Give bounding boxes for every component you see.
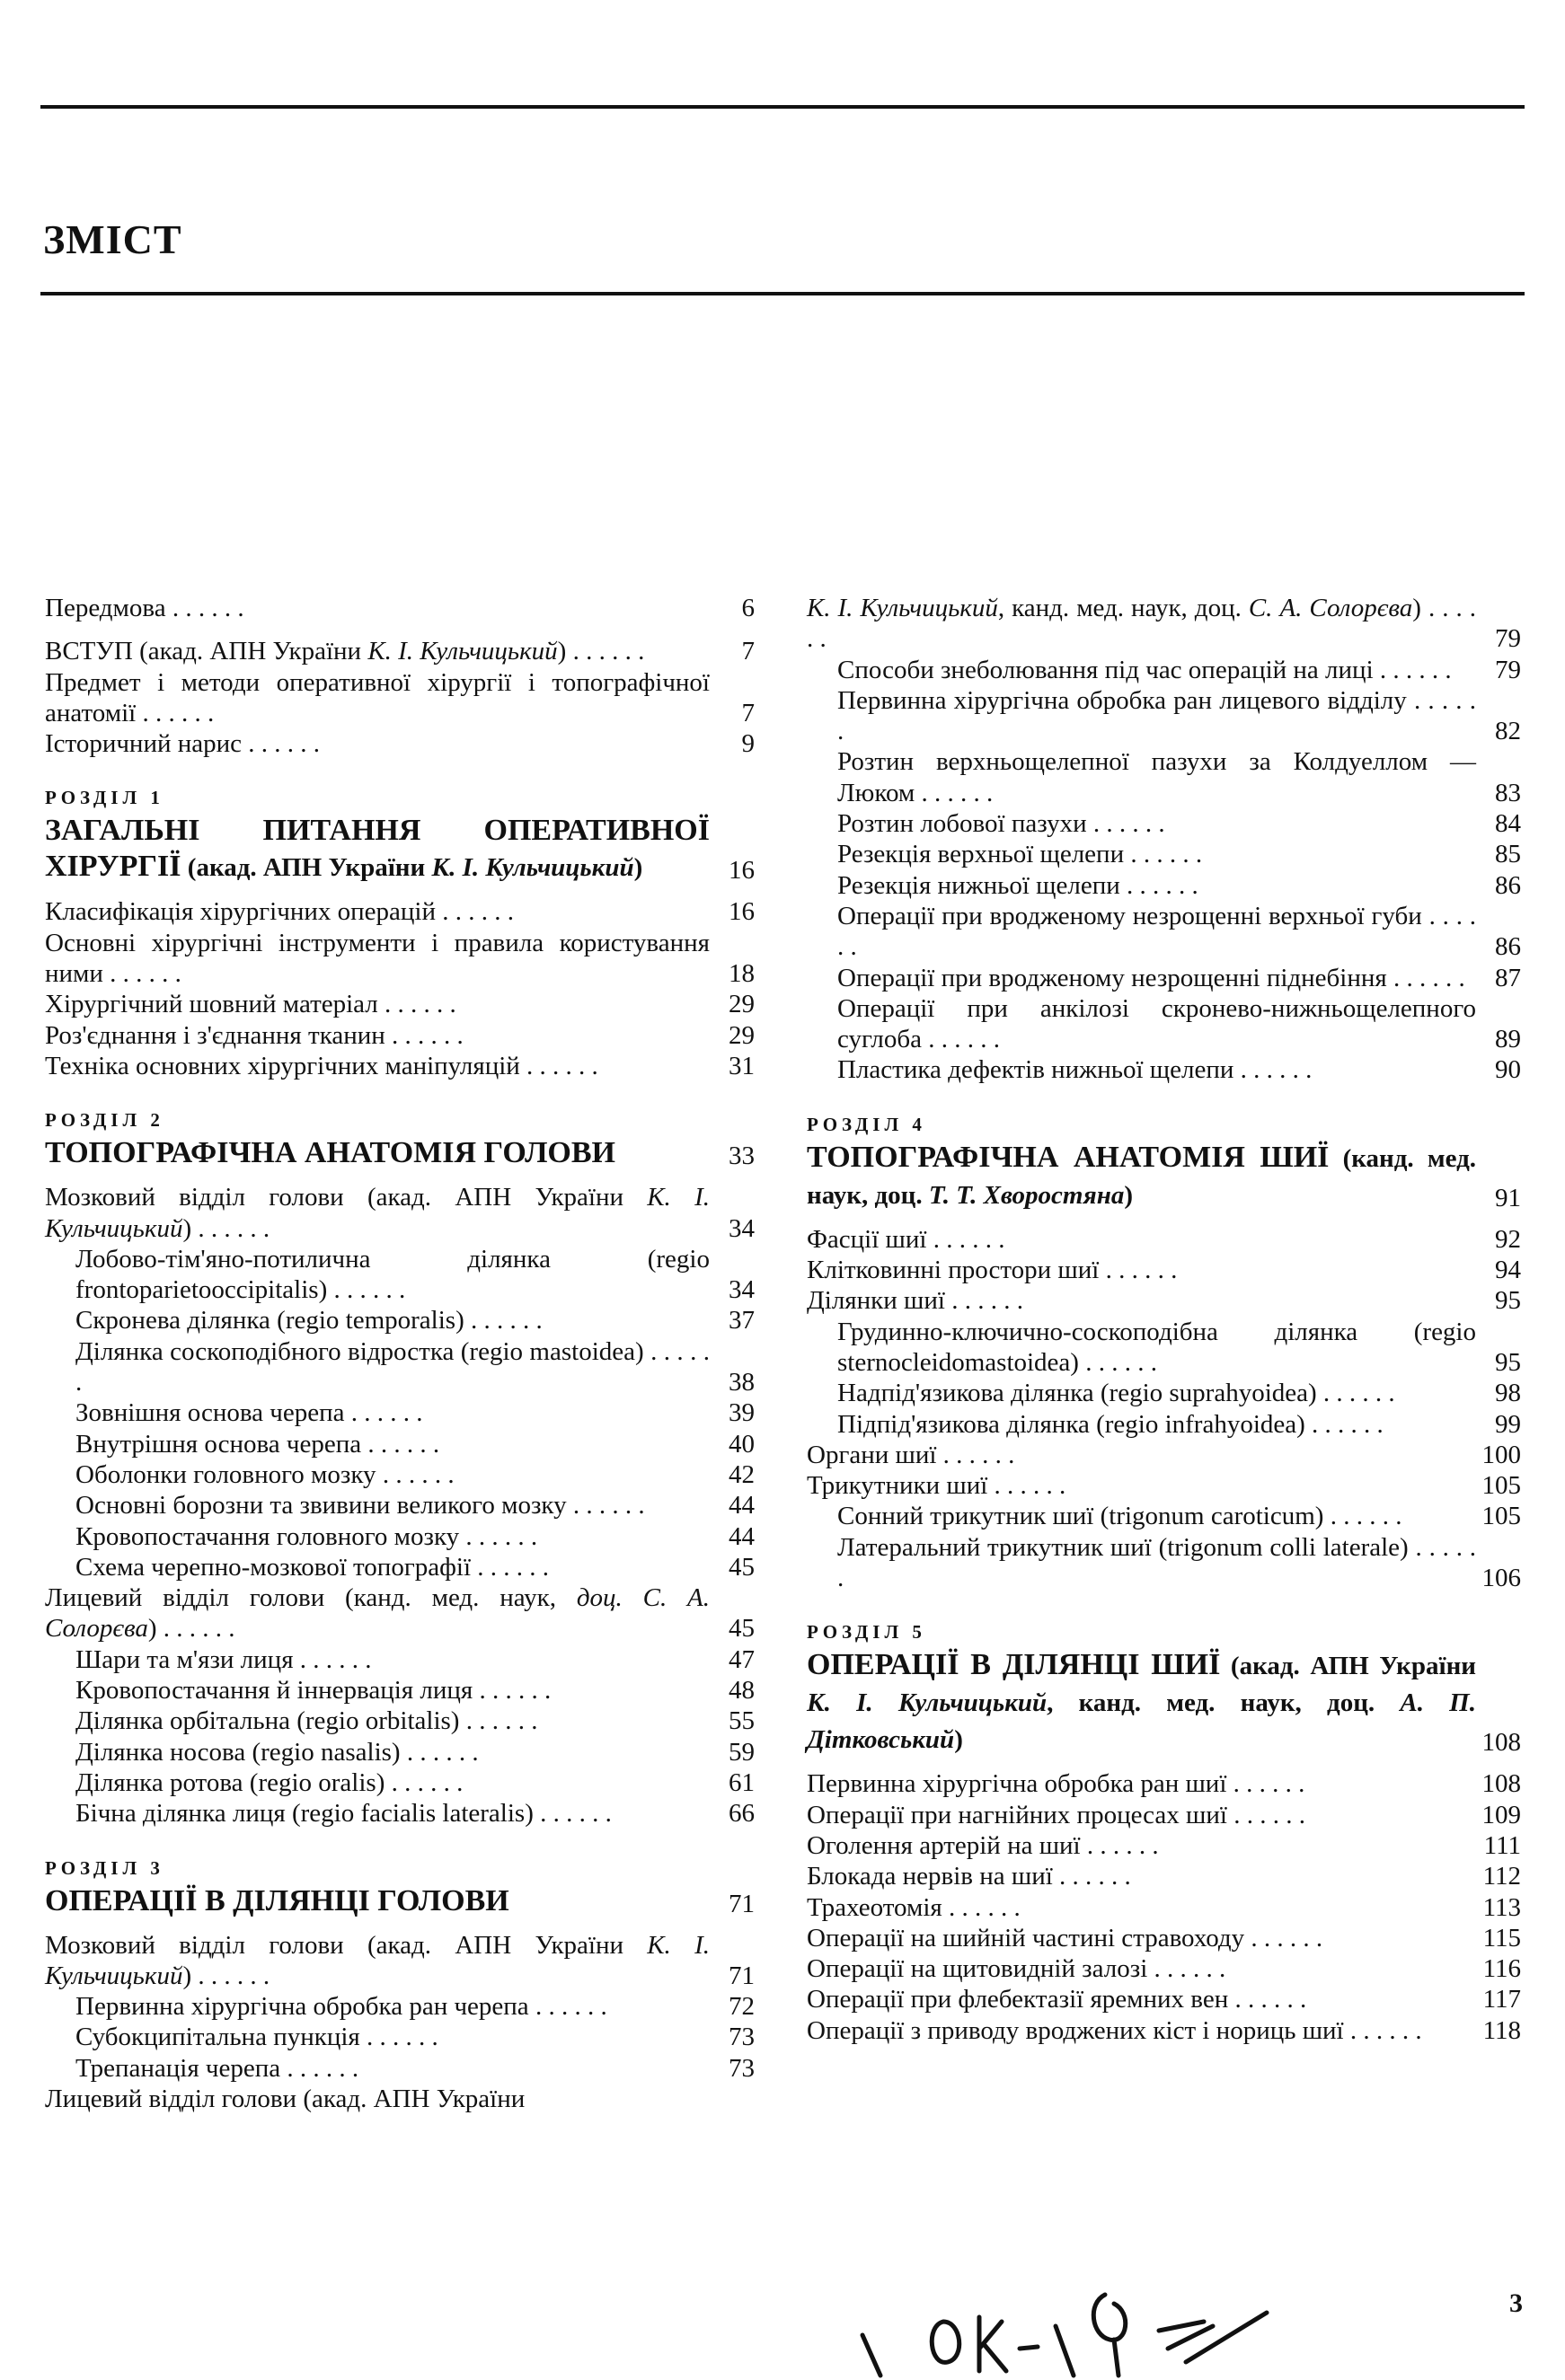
toc-entry-author-suffix: ) [1412,594,1421,622]
toc-entry-page: 45 [729,1614,755,1644]
toc-entry-title: Мозковий відділ голови (акад. АПН України К. І. Кульчицький) . . . . . . [45,1183,710,1243]
toc-entry-title: Лицевий відділ голови (канд. мед. наук, доц. С. А. Солорєва) . . . . . . [45,1583,710,1644]
toc-entry-page: 39 [729,1398,755,1428]
top-rule [40,105,1525,109]
toc-entry [807,1409,1521,1440]
toc-entry [807,1224,1521,1255]
toc-entry [807,1255,1521,1285]
toc-entry-page: 44 [729,1521,755,1551]
toc-entry-page: 106 [1481,1564,1521,1593]
section-label: РОЗДІЛ 1 [45,787,164,809]
toc-entry-text: Пластика дефектів нижньої щелепи [837,1055,1234,1085]
toc-entry-title: Техніка основних хірургічних маніпуляцій . . . . . . [45,1051,598,1080]
toc-entry-title: Трикутники шиї . . . . . . [807,1471,1066,1501]
toc-entry-title: Схема черепно-мозкової топографії . . . . . . [75,1552,549,1582]
toc-entry-title: Надпід'язикова ділянка (regio suprahyoidea) . . . . . . [837,1379,1395,1408]
toc-entry-title: Субокципітальна пункція . . . . . . [75,2023,438,2052]
toc-entry-text: Первинна хірургічна обробка ран черепа [75,1992,529,2022]
toc-entry-text: Лицевий відділ голови (акад. АПН України [45,2084,526,2113]
toc-entry-title: Хірургічний шовний матеріал . . . . . . [45,990,456,1019]
section-title-text: ТОПОГРАФІЧНА АНАТОМІЯ ГОЛОВИ [45,1136,615,1170]
toc-entry-title: Розтин лобової пазухи . . . . . . [837,809,1165,839]
toc-entry-text: Органи шиї [807,1440,937,1469]
toc-entry [807,1830,1521,1861]
toc-entry [45,1051,755,1081]
toc-entry-title: Латеральний трикутник шиї (trigonum colli laterale) . . . . . . [837,1532,1477,1593]
toc-entry-text: Кровопостачання головного мозку [75,1521,460,1551]
toc-entry-title: Грудинно-ключично-соскоподібна ділянка (regio sternocleidomastoidea) . . . . . . [837,1317,1476,1377]
toc-entry-page: 117 [1482,1985,1521,2014]
toc-entry-text: Операції на шийній частині стравоходу [807,1923,1245,1952]
toc-entry-title: Скронева ділянка (regio temporalis) . . . . . . [75,1306,543,1335]
section-heading [45,813,755,886]
toc-entry-page: 87 [1495,963,1521,992]
toc-entry-text: Трикутники шиї [807,1471,988,1501]
toc-entry-page: 42 [729,1459,755,1489]
toc-entry-page: 16 [729,897,755,927]
section-author-prefix: (акад. АПН України [181,853,432,883]
section-author-prefix: (канд. мед. наук, доц. [807,1143,1476,1210]
toc-entry-page: 89 [1495,1025,1521,1054]
toc-entry-text: Лицевий відділ голови (канд. мед. наук, [45,1583,577,1613]
section-title-text: ЗАГАЛЬНІ ПИТАННЯ ОПЕРАТИВНОЇ ХІРУРГІЇ [45,814,710,884]
toc-entry-page: 85 [1495,840,1521,869]
toc-entry [807,1923,1521,1953]
toc-entry-text: Історичний нарис [45,729,243,759]
section-title-text: ТОПОГРАФІЧНА АНАТОМІЯ ШИЇ [807,1140,1330,1174]
toc-entry-text: Надпід'язикова ділянка (regio suprahyoidea) [837,1379,1317,1408]
toc-entry [807,901,1521,963]
toc-entry-page: 118 [1482,2015,1521,2045]
toc-entry-author-suffix: ) [557,637,567,666]
section-page: 108 [1481,1728,1521,1758]
toc-entry-text: Первинна хірургічна обробка ран лицевого відділу [837,685,1407,715]
toc-entry-page: 98 [1495,1379,1521,1408]
toc-entry [45,1521,755,1552]
toc-entry-title: Трахеотомія . . . . . . [807,1892,1021,1922]
section-heading [45,1883,755,1919]
toc-entry [807,1470,1521,1501]
toc-entry-title: Предмет і методи оперативної хірургії і топографічної анатомії . . . . . . [45,667,710,727]
toc-entry-text: Шари та м'язи лиця [75,1644,294,1674]
toc-entry-text: Ділянка носова (regio nasalis) [75,1737,401,1767]
toc-entry-title: Первинна хірургічна обробка ран лицевого відділу . . . . . . [837,685,1477,746]
toc-entry [807,1378,1521,1408]
section-page: 91 [1495,1183,1521,1212]
toc-entry-title: Ділянка носова (regio nasalis) . . . . . . [75,1737,479,1767]
section-author-suffix: ) [954,1725,963,1755]
toc-entry [45,1305,755,1335]
toc-entry-title: Ділянка ротова (regio oralis) . . . . . . [75,1767,464,1797]
section-title [45,1883,710,1919]
toc-entry-page: 90 [1495,1055,1521,1085]
toc-entry-text: Передмова [45,594,166,622]
toc-entry-author: доц. С. А. Солорєва [45,1583,710,1644]
toc-entry [45,1552,755,1582]
toc-entry [807,1501,1521,1531]
toc-entry-page: 31 [729,1051,755,1080]
toc-entry-page: 112 [1482,1862,1521,1891]
section-label: РОЗДІЛ 5 [807,1621,926,1644]
toc-entry-text: Клітковинні простори шиї [807,1256,1100,1285]
toc-entry-text: Ділянки шиї [807,1286,945,1316]
toc-entry-page: 29 [729,1020,755,1050]
toc-entry-page: 94 [1495,1256,1521,1285]
section-page: 71 [729,1889,755,1918]
toc-entry-page: 95 [1495,1347,1521,1377]
toc-entry [45,1930,755,1992]
toc-entry-text: Субокципітальна пункція [75,2023,360,2052]
toc-entry-text: Роз'єднання і з'єднання тканин [45,1020,385,1050]
section-author: К. І. Кульчицький [807,1688,1048,1718]
toc-entry-title: Резекція нижньої щелепи . . . . . . [837,870,1198,900]
section-label: РОЗДІЛ 4 [807,1113,926,1135]
toc-entry-text: Ділянка орбітальна (regio orbitalis) [75,1706,460,1736]
toc-entry-title: Розтин верхньощелепної пазухи за Колдуеллом — Люком . . . . . . [837,747,1476,807]
toc-entry-text: Розтин лобової пазухи [837,809,1087,839]
toc-entry-title: Пластика дефектів нижньої щелепи . . . . . . [837,1055,1313,1085]
toc-entry-text: Розтин верхньощелепної пазухи за Колдуеллом — Люком [837,747,1476,807]
section-author-mid: , канд. мед. наук, доц. [1047,1688,1401,1718]
toc-entry [45,1397,755,1428]
toc-entry [807,963,1521,993]
toc-entry-author: К. І. Кульчицький [807,594,998,622]
toc-entry-title: Ділянки шиї . . . . . . [807,1286,1023,1316]
toc-entry-page: 61 [729,1767,755,1797]
toc-entry-page: 79 [1495,655,1521,684]
toc-entry [45,636,755,666]
toc-entry-title: Операції при анкілозі скронево-нижньощелепного суглоба . . . . . . [837,993,1476,1054]
toc-entry-page: 73 [729,2053,755,2083]
toc-entry-page: 18 [729,959,755,989]
toc-entry [45,1582,755,1644]
title-rule [40,292,1525,295]
toc-entry-page: 100 [1481,1440,1521,1469]
toc-entry-text: Основні хірургічні інструменти і правила користування ними [45,928,710,989]
toc-entry-page: 115 [1482,1923,1521,1952]
toc-entry-author-suffix: ) [147,1614,157,1644]
toc-entry [45,1490,755,1521]
toc-entry [45,1429,755,1459]
toc-entry-page: 29 [729,990,755,1019]
toc-entry-title: Бічна ділянка лиця (regio facialis lateralis) . . . . . . [75,1799,612,1829]
toc-entry-text: Оболонки головного мозку [75,1459,376,1489]
toc-entry-title: Органи шиї . . . . . . [807,1440,1015,1469]
toc-entry [807,2015,1521,2046]
toc-entry-title: Первинна хірургічна обробка ран шиї . . . . . . [807,1769,1305,1799]
toc-entry-title: Операції на щитовидній залозі . . . . . . [807,1954,1226,1984]
toc-entry-text: Операції при вродженому незрощенні верхньої губи [837,901,1422,930]
toc-entry-title: Ділянка соскоподібного відростка (regio mastoidea) . . . . . . [75,1336,710,1397]
toc-entry-text: Мозковий відділ голови (акад. АПН України [45,1930,648,1960]
toc-entry [45,896,755,927]
toc-entry-text: Сонний трикутник шиї (trigonum caroticum) [837,1502,1324,1531]
toc-entry [807,1440,1521,1470]
toc-entry [807,1861,1521,1891]
section-heading [807,1140,1521,1213]
toc-entry-title: Операції при вродженому незрощенні верхньої губи . . . . . . [837,901,1476,962]
toc-entry [45,1182,755,1244]
toc-entry-title: Блокада нервів на шиї . . . . . . [807,1862,1131,1891]
section-label: РОЗДІЛ 3 [45,1856,164,1879]
toc-entry-title: Кровопостачання головного мозку . . . . . . [75,1521,538,1551]
toc-entry [45,1459,755,1490]
toc-entry-text: Хірургічний шовний матеріал [45,990,378,1019]
toc-entry-text: ВСТУП (акад. АПН України [45,637,368,666]
toc-entry-title: Способи знеболювання під час операцій на лиці . . . . . . [837,655,1452,684]
toc-entry-page: 83 [1495,778,1521,807]
toc-entry-title: Кровопостачання й іннервація лиця . . . . . . [75,1676,552,1706]
section-title [45,813,710,886]
toc-entry-title: Первинна хірургічна обробка ран черепа . . . . . . [75,1992,607,2022]
toc-entry-title: Історичний нарис . . . . . . [45,729,321,759]
toc-entry-page: 113 [1482,1892,1521,1922]
toc-entry-page: 45 [729,1552,755,1582]
toc-entry-page: 59 [729,1737,755,1767]
toc-entry-author: К. І. Кульчицький [367,637,558,666]
toc-right-column [807,593,1521,2046]
toc-entry [807,870,1521,901]
toc-entry-page: 84 [1495,809,1521,839]
toc-entry-page: 82 [1495,717,1521,746]
toc-entry-text: Блокада нервів на шиї [807,1862,1053,1891]
toc-entry-page: 99 [1495,1409,1521,1439]
toc-entry-author-suffix: , канд. мед. наук, доц. [997,594,1249,622]
toc-entry [45,928,755,990]
toc-entry-title: Мозковий відділ голови (акад. АПН України К. І. Кульчицький) . . . . . . [45,1930,710,1990]
toc-entry-page: 72 [729,1992,755,2022]
toc-entry-title: Передмова . . . . . . [45,594,244,622]
toc-entry [45,667,755,729]
toc-entry-title: Основні хірургічні інструменти і правила користування ними . . . . . . [45,928,710,989]
toc-entry-page: 71 [729,1961,755,1990]
toc-left-column [45,593,755,2114]
section-title-text: ОПЕРАЦІЇ В ДІЛЯНЦІ ШИЇ [807,1648,1221,1682]
toc-entry-text: Операції при нагнійних процесах шиї [807,1800,1227,1829]
section-author-suffix: ) [633,853,643,883]
toc-entry-text: Ділянка ротова (regio oralis) [75,1767,385,1797]
toc-entry-page: 40 [729,1429,755,1459]
toc-entry-text: Фасції шиї [807,1224,927,1254]
toc-entry-text: Основні борозни та звивини великого мозку [75,1491,567,1521]
toc-entry-page: 92 [1495,1224,1521,1254]
toc-entry-text: Підпід'язикова ділянка (regio infrahyoidea) [837,1409,1305,1439]
toc-entry-page: 86 [1495,870,1521,900]
toc-entry [45,2022,755,2052]
toc-entry [45,1020,755,1051]
toc-entry-author-suffix: ) [182,1213,192,1243]
toc-entry-text: Схема черепно-мозкової топографії [75,1552,471,1582]
section-page: 33 [729,1142,755,1171]
toc-entry [807,808,1521,839]
toc-entry-page: 86 [1495,932,1521,962]
toc-entry-title: Шари та м'язи лиця . . . . . . [75,1644,372,1674]
section-heading [45,1135,755,1171]
toc-entry-title: Роз'єднання і з'єднання тканин . . . . . . [45,1020,464,1050]
toc-entry [807,1800,1521,1830]
toc-entry-page: 34 [729,1213,755,1243]
toc-entry-text: Предмет і методи оперативної хірургії і топографічної анатомії [45,667,710,727]
toc-entry-page: 55 [729,1706,755,1736]
toc-entry [45,1336,755,1398]
toc-entry-text: Способи знеболювання під час операцій на лиці [837,655,1374,684]
toc-entry-text: Ділянка соскоподібного відростка (regio mastoidea) [75,1336,644,1366]
toc-entry [807,1532,1521,1594]
toc-entry [45,593,755,623]
toc-entry-page: 9 [741,729,755,759]
toc-entry-title: Фасції шиї . . . . . . [807,1224,1005,1254]
toc-entry-page: 105 [1481,1502,1521,1531]
page-number: 3 [1509,2288,1523,2318]
toc-entry-page: 105 [1481,1471,1521,1501]
toc-entry [807,1768,1521,1799]
toc-entry-text: Мозковий відділ голови (акад. АПН України [45,1183,648,1212]
toc-entry [45,1798,755,1829]
toc-entry-page: 47 [729,1644,755,1674]
toc-entry-author: К. І. Кульчицький [45,1183,710,1243]
toc-entry [45,728,755,759]
toc-entry [45,2084,755,2114]
toc-entry-title: Ділянка орбітальна (regio orbitalis) . . . . . . [75,1706,538,1736]
toc-entry-title: Клітковинні простори шиї . . . . . . [807,1256,1178,1285]
toc-entry-page: 38 [729,1368,755,1397]
toc-entry-page: 95 [1495,1286,1521,1316]
section-label: РОЗДІЛ 2 [45,1109,164,1132]
toc-entry-title: Класифікація хірургічних операцій . . . . . . [45,897,514,927]
toc-entry-title: К. І. Кульчицький, канд. мед. наук, доц. С. А. Солорєва) . . . . . . [807,594,1476,654]
toc-entry [807,993,1521,1055]
section-author-suffix: ) [1124,1180,1134,1210]
section-author-prefix: (акад. АПН України [1220,1652,1476,1681]
toc-entry-text: Бічна ділянка лиця (regio facialis lateralis) [75,1799,534,1829]
page-title: ЗМІСТ [43,216,182,262]
toc-entry-page: 44 [729,1491,755,1521]
section-title-text: ОПЕРАЦІЇ В ДІЛЯНЦІ ГОЛОВИ [45,1883,509,1917]
toc-entry-author-suffix: ) [182,1961,192,1990]
toc-entry-text: Латеральний трикутник шиї (trigonum colli laterale) [837,1532,1409,1562]
toc-entry [807,593,1521,655]
toc-entry-title: ВСТУП (акад. АПН України К. І. Кульчицький) . . . . . . [45,637,645,666]
section-author: А. П. Дітковський [807,1688,1476,1755]
toc-entry-text: Резекція нижньої щелепи [837,870,1120,900]
toc-entry-title: Трепанація черепа . . . . . . [75,2053,359,2083]
toc-entry [807,1285,1521,1316]
section-title [807,1647,1476,1758]
toc-entry-title: Резекція верхньої щелепи . . . . . . [837,840,1203,869]
toc-entry-page: 109 [1481,1800,1521,1829]
toc-entry [45,989,755,1019]
toc-entry-title [45,2084,710,2114]
toc-entry-title: Основні борозни та звивини великого мозку . . . . . . [75,1491,645,1521]
spacer [45,623,755,636]
toc-entry [807,685,1521,747]
toc-entry-text: Операції при анкілозі скронево-нижньощелепного суглоба [837,993,1476,1054]
toc-entry [807,1892,1521,1923]
toc-entry-text: Техніка основних хірургічних маніпуляцій [45,1051,520,1080]
toc-entry-page: 7 [741,637,755,666]
toc-entry-text: Операції на щитовидній залозі [807,1954,1148,1984]
toc-entry-title: Оболонки головного мозку . . . . . . [75,1459,455,1489]
toc-entry-text: Операції з приводу вроджених кіст і нориць шиї [807,2015,1344,2045]
toc-entry [45,1644,755,1675]
toc-entry-title: Операції на шийній частині стравоходу . . . . . . [807,1923,1323,1952]
toc-entry-page: 79 [1495,624,1521,654]
toc-entry-text: Оголення артерій на шиї [807,1830,1081,1860]
toc-entry-title: Підпід'язикова ділянка (regio infrahyoidea) . . . . . . [837,1409,1384,1439]
section-title [45,1135,710,1171]
toc-entry-author: К. І. Кульчицький [45,1930,710,1990]
toc-entry-text: Резекція верхньої щелепи [837,840,1125,869]
toc-entry-title: Сонний трикутник шиї (trigonum caroticum) . . . . . . [837,1502,1402,1531]
section-title [807,1140,1476,1213]
toc-entry-title: Лобово-тім'яно-потилична ділянка (regio frontoparietooccipitalis) . . . . . . [75,1244,710,1305]
section-page: 16 [729,856,755,886]
section-heading [807,1647,1521,1758]
toc-entry-title: Внутрішня основа черепа . . . . . . [75,1429,440,1459]
toc-entry [45,2053,755,2084]
toc-entry [807,655,1521,685]
toc-entry [45,1737,755,1767]
toc-entry-title: Операції з приводу вроджених кіст і нориць шиї . . . . . . [807,2015,1422,2045]
toc-entry [807,1054,1521,1085]
toc-entry-page: 6 [741,594,755,622]
toc-entry [45,1244,755,1306]
toc-entry-title: Зовнішня основа черепа . . . . . . [75,1398,423,1428]
toc-entry [45,1767,755,1798]
handwritten-note [844,2250,1348,2380]
toc-entry [807,746,1521,808]
toc-entry-text: Операції при флебектазії яремних вен [807,1985,1229,2014]
section-author: Т. Т. Хворостяна [928,1180,1125,1210]
toc-entry-page: 108 [1481,1769,1521,1799]
toc-entry-title: Операції при вродженому незрощенні піднебіння . . . . . . [837,963,1465,992]
toc-entry-text: Грудинно-ключично-соскоподібна ділянка (regio sternocleidomastoidea) [837,1317,1476,1377]
toc-entry-page: 73 [729,2023,755,2052]
toc-entry-text: Первинна хірургічна обробка ран шиї [807,1769,1227,1799]
toc-entry [807,1953,1521,1984]
toc-entry-page: 37 [729,1306,755,1335]
toc-entry-title: Операції при нагнійних процесах шиї . . . . . . [807,1800,1305,1829]
toc-entry [45,1991,755,2022]
toc-entry-text: Внутрішня основа черепа [75,1429,362,1459]
toc-entry-text: Класифікація хірургічних операцій [45,897,436,927]
toc-entry [807,839,1521,869]
toc-entry [45,1706,755,1736]
toc-entry-page: 66 [729,1799,755,1829]
toc-entry-text: Кровопостачання й іннервація лиця [75,1676,473,1706]
toc-entry-text: Скронева ділянка (regio temporalis) [75,1306,464,1335]
toc-entry [45,1675,755,1706]
toc-entry-text: Операції при вродженому незрощенні піднебіння [837,963,1387,992]
toc-entry-text: Зовнішня основа черепа [75,1398,345,1428]
toc-entry-title: Операції при флебектазії яремних вен . . . . . . [807,1985,1307,2014]
toc-entry-author: С. А. Солорєва [1248,594,1413,622]
toc-entry-page: 34 [729,1275,755,1305]
toc-entry-page: 116 [1482,1954,1521,1984]
toc-entry-page: 111 [1483,1830,1521,1860]
toc-entry-title: Оголення артерій на шиї . . . . . . [807,1830,1159,1860]
toc-entry-page: 48 [729,1676,755,1706]
toc-entry [807,1984,1521,2014]
toc-entry-text: Лобово-тім'яно-потилична ділянка (regio frontoparietooccipitalis) [75,1244,710,1305]
toc-entry-text: Трахеотомія [807,1892,942,1922]
toc-entry-page: 7 [741,698,755,727]
toc-entry [807,1317,1521,1379]
section-author: К. І. Кульчицький [431,853,634,883]
toc-entry-text: Трепанація черепа [75,2053,281,2083]
